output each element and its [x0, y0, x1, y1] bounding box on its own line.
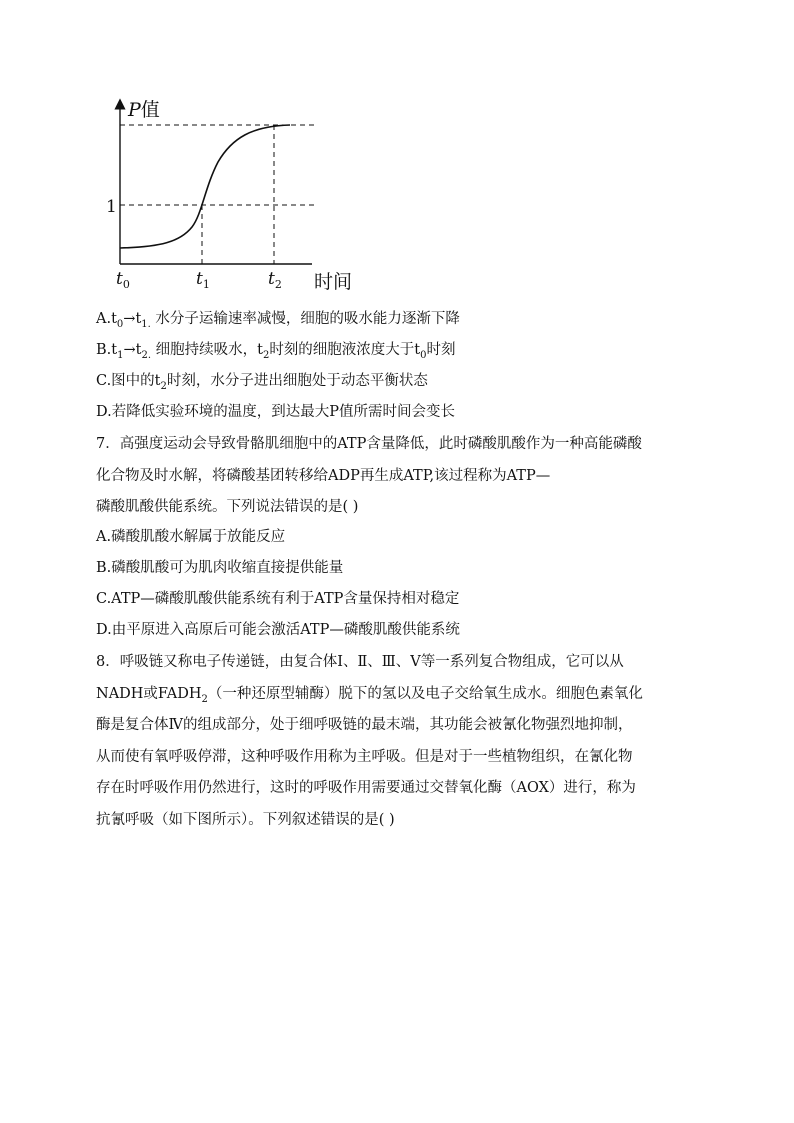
q7-stem: 7．高强度运动会导致骨骼肌细胞中的ATP含量降低，此时磷酸肌酸作为一种高能磷酸 化合物及时水解，将磷酸基团转移给ADP再生成ATP,该过程称为ATP— 磷酸肌酸供能系统。下列说法错误的是( ) [96, 436, 642, 515]
q8-stem: 8．呼吸链又称电子传递链，由复合体Ⅰ、Ⅱ、Ⅲ、Ⅴ等一系列复合物组成，它可以从 NADH或$FADH_2$（一种还原型辅酶）脱下的氢以及电子交给氧生成水。细胞色素氧化 酶是复合体Ⅳ的组成部分，处于细呼吸链的最末端，其功能会被氰化物强烈地抑制， 从而使有氧呼吸停滞，这种呼吸作用称为主呼吸。但是对于一些植物组织，在氰化物 存在时呼吸作用仍然进行，这时的呼吸作用需要通过交替氧化酶（AOX）进行，称为 抗氰呼吸（如下图所示）。下列叙述错误的是( ) [96, 654, 643, 828]
x-tick-t0: $t_0$ [116, 269, 130, 291]
p-value-curve [120, 125, 290, 248]
q7-option-d: D.由平原进入高原后可能会激活ATP—磷酸肌酸供能系统 [96, 622, 460, 638]
y-tick-label: 1 [106, 197, 117, 217]
q6-option-c: C.图中的$t_2$时刻，水分子进出细胞处于动态平衡状态 [96, 373, 428, 392]
x-axis-label: 时间 [314, 271, 353, 293]
p-value-graph [100, 92, 370, 302]
q7-option-c: C.ATP—磷酸肌酸供能系统有利于ATP含量保持相对稳定 [96, 591, 460, 607]
q7-option-a: A.磷酸肌酸水解属于放能反应 [96, 529, 286, 545]
y-axis-label: P值 [128, 99, 160, 121]
q6-option-a: $A.t_0\to t_{1.}$ 水分子运输速率减慢，细胞的吸水能力逐渐下降 [96, 311, 460, 330]
q7-option-b: B.磷酸肌酸可为肌肉收缩直接提供能量 [96, 560, 344, 576]
q6-option-b: $B.t_1\to t_{2.}$ 细胞持续吸水，$t_2$时刻的细胞液浓度大于$t_0$时刻 [96, 342, 456, 361]
x-tick-t2: $t_2$ [268, 269, 282, 291]
q6-option-d: D.若降低实验环境的温度，到达最大P值所需时间会变长 [96, 404, 455, 420]
x-tick-t1: $t_1$ [196, 269, 210, 291]
